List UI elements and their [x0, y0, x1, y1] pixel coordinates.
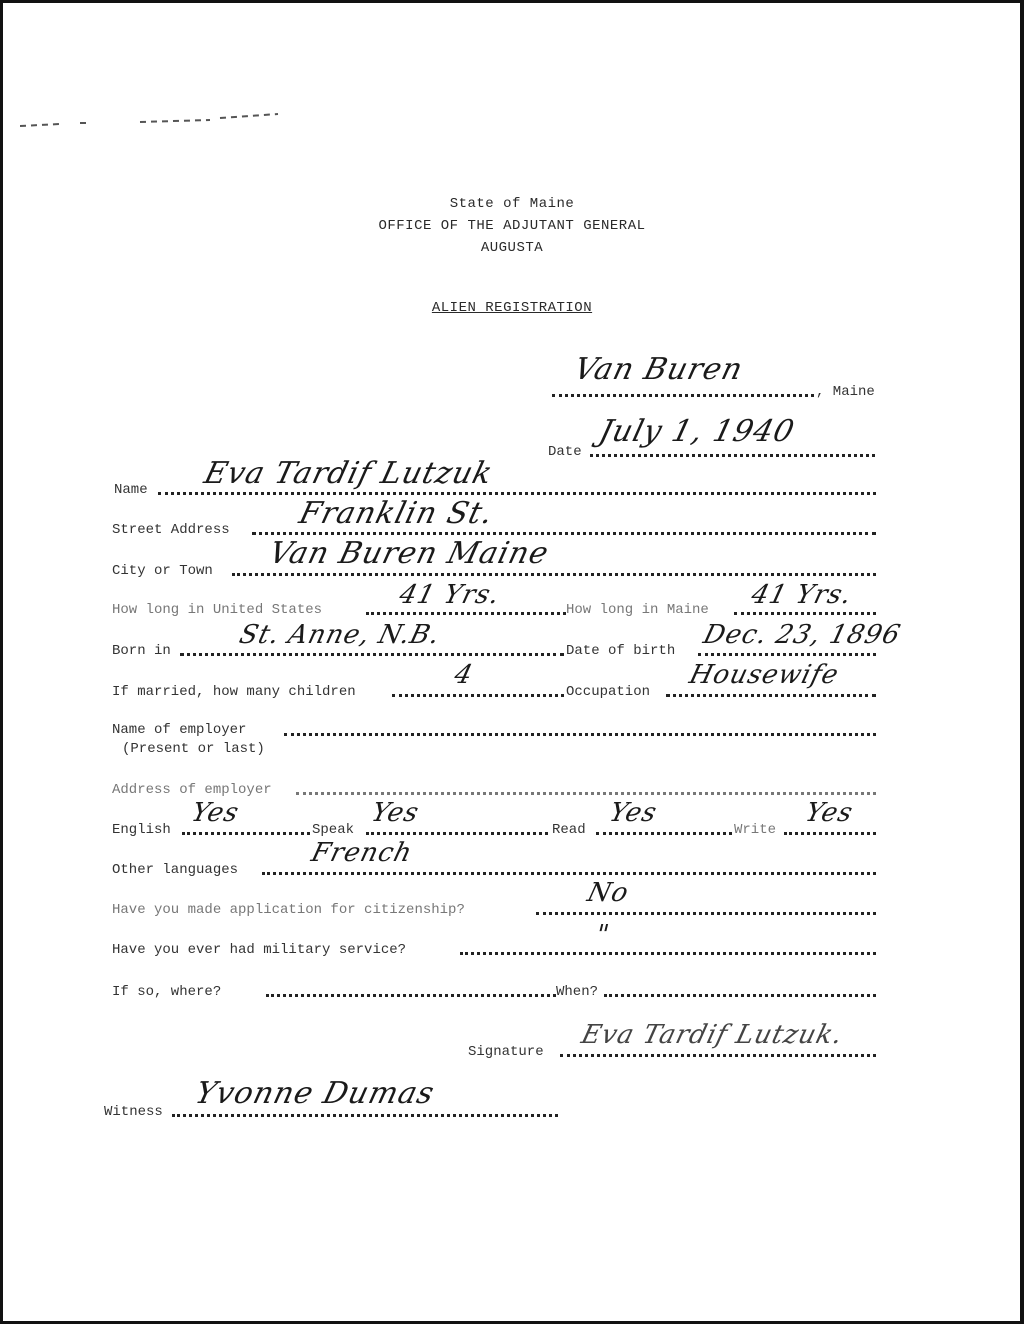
- read-label: Read: [552, 822, 586, 838]
- occupation-value: Housewife: [686, 660, 843, 690]
- born-in-value: St. Anne, N.B.: [236, 620, 444, 650]
- witness-value: Yvonne Dumas: [191, 1076, 439, 1111]
- how-long-us-value: 41 Yrs.: [396, 580, 504, 610]
- write-label: Write: [734, 822, 777, 838]
- read-dots: [596, 832, 732, 835]
- english-dots: [182, 832, 310, 835]
- street-dots: [252, 532, 876, 535]
- city-value: Van Buren Maine: [265, 536, 553, 571]
- other-languages-dots: [262, 872, 876, 875]
- employer-label: Name of employer: [112, 722, 247, 738]
- street-value: Franklin St.: [295, 496, 498, 531]
- when-dots: [604, 994, 876, 997]
- location-town-value: Van Buren: [570, 352, 747, 387]
- speak-value: Yes: [368, 798, 423, 828]
- name-label: Name: [114, 482, 148, 498]
- signature-label: Signature: [468, 1044, 544, 1060]
- read-value: Yes: [606, 798, 661, 828]
- when-label: When?: [556, 984, 599, 1000]
- where-dots: [266, 994, 556, 997]
- city-label: City or Town: [112, 563, 213, 579]
- header-city: AUGUSTA: [480, 240, 544, 256]
- date-label: Date: [548, 444, 582, 460]
- where-label: If so, where?: [112, 984, 222, 1000]
- speak-label: Speak: [312, 822, 355, 838]
- employer-address-dots: [296, 792, 876, 795]
- occupation-dots: [666, 694, 876, 697]
- how-long-us-dots: [366, 612, 566, 615]
- how-long-us-label: How long in United States: [112, 602, 323, 618]
- location-dots: [552, 394, 814, 397]
- witness-dots: [172, 1114, 558, 1117]
- signature-value: Eva Tardif Lutzuk.: [578, 1020, 847, 1050]
- employer-sublabel: (Present or last): [122, 741, 265, 757]
- citizenship-value: No: [584, 878, 633, 908]
- form-title: ALIEN REGISTRATION: [431, 300, 593, 316]
- born-in-dots: [180, 653, 564, 656]
- speak-dots: [366, 832, 548, 835]
- date-of-birth-value: Dec. 23, 1896: [700, 620, 904, 650]
- date-of-birth-label: Date of birth: [566, 643, 676, 659]
- occupation-label: Occupation: [566, 684, 651, 700]
- stray-marks: [20, 112, 280, 132]
- employer-dots: [284, 733, 876, 736]
- citizenship-label: Have you made application for citizenship?: [112, 902, 465, 918]
- english-label: English: [112, 822, 171, 838]
- location-suffix: , Maine: [816, 384, 875, 400]
- witness-label: Witness: [104, 1104, 163, 1120]
- date-of-birth-dots: [698, 653, 876, 656]
- other-languages-value: French: [308, 838, 416, 868]
- date-value: July 1, 1940: [595, 414, 799, 449]
- write-dots: [784, 832, 876, 835]
- name-dots: [158, 492, 876, 495]
- military-dots: [460, 952, 876, 955]
- children-dots: [392, 694, 564, 697]
- military-label: Have you ever had military service?: [112, 942, 407, 958]
- header-state: State of Maine: [449, 196, 575, 212]
- how-long-maine-value: 41 Yrs.: [748, 580, 856, 610]
- write-value: Yes: [802, 798, 857, 828]
- military-value: ": [592, 920, 613, 950]
- how-long-maine-dots: [734, 612, 876, 615]
- name-value: Eva Tardif Lutzuk: [200, 456, 497, 491]
- children-label: If married, how many children: [112, 684, 356, 700]
- children-value: 4: [451, 660, 477, 690]
- street-label: Street Address: [112, 522, 230, 538]
- citizenship-dots: [536, 912, 876, 915]
- born-in-label: Born in: [112, 643, 171, 659]
- date-dots: [590, 454, 875, 457]
- other-languages-label: Other languages: [112, 862, 239, 878]
- signature-dots: [560, 1054, 876, 1057]
- how-long-maine-label: How long in Maine: [566, 602, 709, 618]
- header-office: OFFICE OF THE ADJUTANT GENERAL: [378, 218, 646, 234]
- employer-address-label: Address of employer: [112, 782, 272, 798]
- english-value: Yes: [188, 798, 243, 828]
- city-dots: [232, 573, 876, 576]
